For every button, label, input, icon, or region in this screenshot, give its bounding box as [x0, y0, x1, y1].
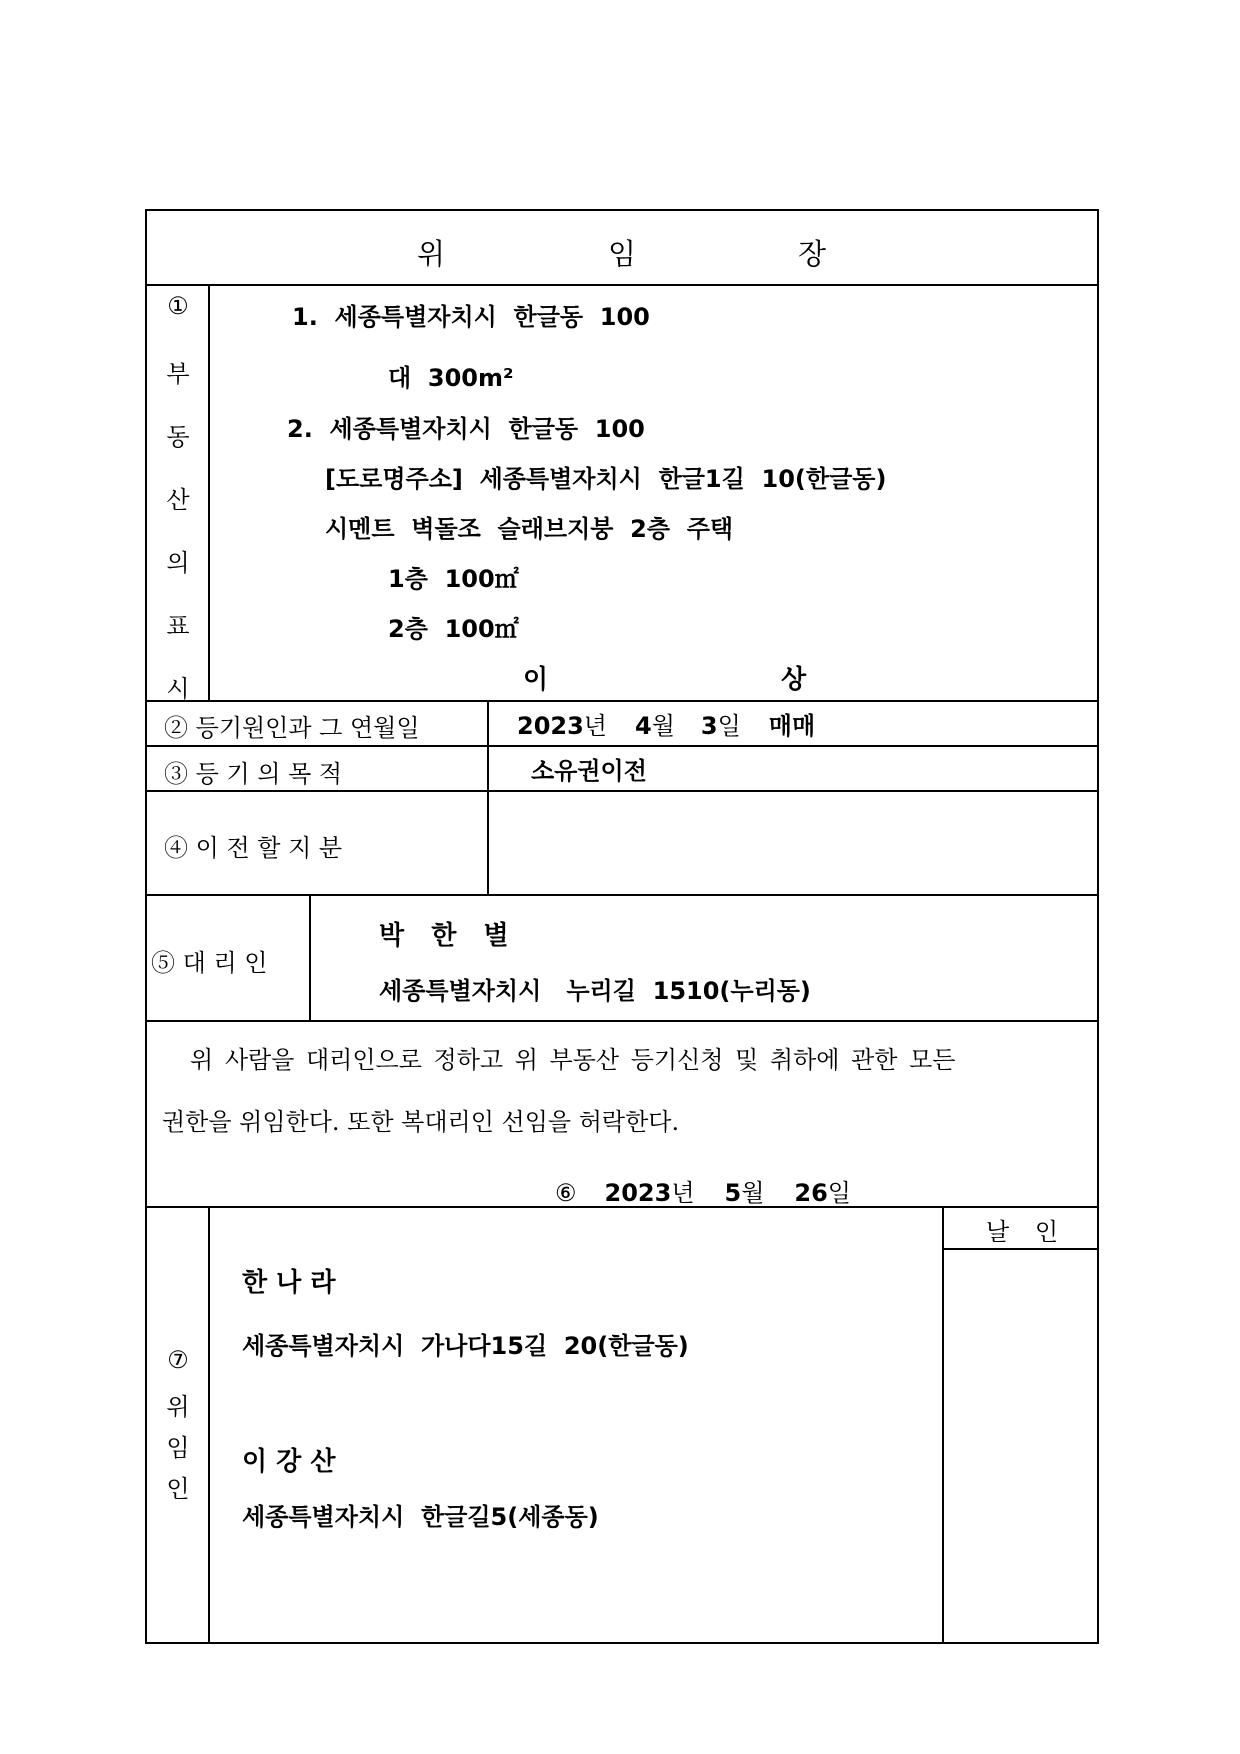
divider-property [145, 700, 1099, 702]
statement-year-unit: 년 [671, 1179, 695, 1207]
property-line: 1층 100㎡ [388, 565, 519, 593]
cause-year: 2023 [517, 712, 584, 740]
statement-line-2: 권한을 위임한다. 또한 복대리인 선임을 허락한다. [162, 1108, 680, 1136]
divider-title [145, 284, 1099, 286]
end-mark-char: 상 [781, 665, 807, 695]
cause-year-unit: 년 [583, 712, 607, 740]
purpose-value: 소유권이전 [531, 757, 647, 785]
cause-month: 4 [634, 712, 652, 740]
col-divider-property [208, 284, 210, 701]
principal-name: 한 나 라 [242, 1268, 336, 1298]
title-char-3: 장 [798, 237, 827, 271]
date-mark: ⑥ [555, 1179, 577, 1207]
divider-cause [145, 745, 1099, 747]
statement-date [555, 1173, 851, 1208]
table-border-bottom [145, 1642, 1099, 1644]
seal-area [944, 1250, 1096, 1641]
property-line: 시멘트 벽돌조 슬래브지붕 2층 주택 [325, 515, 734, 543]
cause-day-unit: 일 [717, 712, 741, 740]
share-label: ④ 이 전 할 지 분 [164, 834, 343, 862]
table-border-top [145, 209, 1099, 211]
cause-reason: 매매 [768, 712, 816, 740]
divider-agent [145, 1020, 1099, 1022]
statement-line-1: 위 사람을 대리인으로 정하고 위 부동산 등기신청 및 취하에 관한 모든 [190, 1046, 956, 1074]
title-char-2: 임 [608, 237, 637, 271]
cause-date [517, 706, 815, 741]
col-divider-agent [309, 894, 311, 1021]
cause-day: 3 [700, 712, 718, 740]
property-line: 2. 세종특별자치시 한글동 100 [287, 415, 645, 443]
agent-name: 박 한 별 [379, 921, 509, 951]
table-border-left [145, 209, 147, 1643]
statement-day: 26 [794, 1179, 828, 1207]
statement-month: 5 [724, 1179, 742, 1207]
seal-header: 날 인 [986, 1218, 1067, 1246]
statement-year: 2023 [604, 1179, 672, 1207]
property-line: 1. 세종특별자치시 한글동 100 [292, 303, 650, 331]
statement-month-unit: 월 [741, 1179, 765, 1207]
table-border-right [1097, 209, 1099, 1643]
divider-share [145, 894, 1099, 896]
agent-label: ⑤ 대 리 인 [151, 949, 268, 977]
property-line: [도로명주소] 세종특별자치시 한글1길 10(한글동) [325, 465, 887, 493]
divider-purpose [145, 790, 1099, 792]
principal-address: 세종특별자치시 한글길5(세종동) [242, 1503, 599, 1531]
cause-month-unit: 월 [651, 712, 675, 740]
principal-address: 세종특별자치시 가나다15길 20(한글동) [242, 1332, 689, 1360]
property-line: 대 300m² [388, 364, 514, 392]
purpose-label: ③ 등 기 의 목 적 [164, 760, 343, 788]
title-char-1: 위 [417, 237, 446, 271]
agent-address: 세종특별자치시 누리길 1510(누리동) [379, 977, 811, 1005]
statement-day-unit: 일 [827, 1179, 851, 1207]
col-divider-middle [487, 700, 489, 895]
end-mark-char: 이 [523, 665, 549, 695]
col-divider-principals [208, 1206, 210, 1643]
cause-label: ② 등기원인과 그 연월일 [164, 714, 420, 742]
principal-name: 이 강 산 [242, 1447, 336, 1477]
property-line: 2층 100㎡ [388, 615, 519, 643]
